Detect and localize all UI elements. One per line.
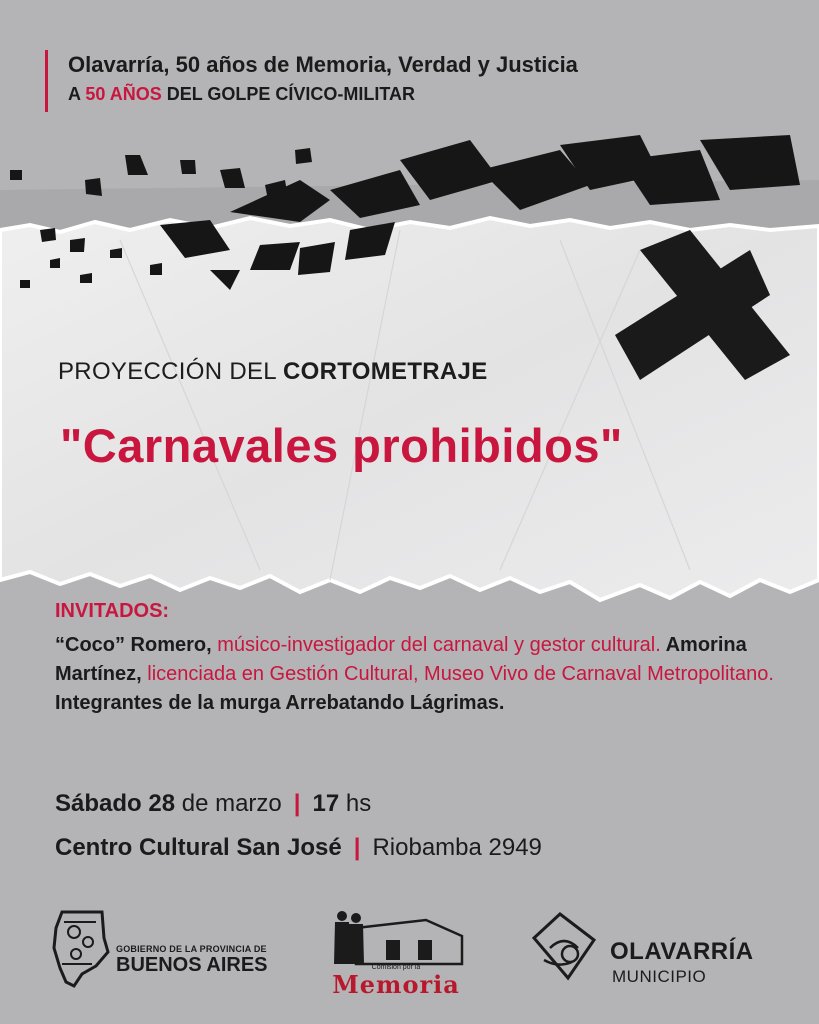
- event-day: Sábado 28: [55, 790, 176, 817]
- footer-logos: [0, 900, 819, 1010]
- invited-section: [55, 600, 775, 718]
- separator: |: [353, 834, 361, 861]
- olavarria-small-label: MUNICIPIO: [612, 967, 707, 986]
- memoria-big-label: Memoria: [332, 970, 460, 999]
- projection-subtitle: PROYECCIÓN DEL CORTOMETRAJE: [58, 358, 488, 385]
- house-silhouette-icon: [326, 906, 466, 966]
- province-map-icon: [52, 908, 110, 990]
- guest1-name: “Coco” Romero,: [55, 634, 212, 656]
- guest-group: Integrantes de la murga Arrebatando Lágrimas.: [55, 692, 505, 714]
- olavarria-logo: [524, 908, 784, 998]
- event-date-row: Sábado 28 de marzo | 17 hs: [55, 790, 372, 817]
- memoria-logo: [326, 906, 466, 1002]
- ba-big-label: BUENOS AIRES: [116, 954, 268, 976]
- event-time: 17: [312, 790, 340, 817]
- invited-guests: [55, 631, 775, 718]
- guest1-role: músico-investigador del carnaval y gestor cultural.: [211, 634, 661, 656]
- header-block: [45, 50, 578, 112]
- separator: |: [293, 790, 301, 817]
- header-title: Olavarría, 50 años de Memoria, Verdad y Justicia: [68, 52, 578, 77]
- header-subtitle: A 50 AÑOS DEL GOLPE CÍVICO-MILITAR: [68, 84, 416, 104]
- header-highlight: 50 AÑOS: [85, 84, 162, 104]
- guest2-name: Amorina Martínez,: [55, 634, 747, 685]
- olavarria-emblem-icon: [524, 908, 602, 986]
- ba-small-label: GOBIERNO DE LA PROVINCIA DE: [116, 944, 267, 954]
- film-title: "Carnavales prohibidos": [60, 419, 623, 472]
- guest2-role: licenciada en Gestión Cultural, Museo Vivo de Carnaval Metropolitano.: [141, 663, 774, 685]
- event-venue-row: [55, 826, 542, 870]
- event-address: Riobamba 2949: [372, 834, 542, 861]
- memoria-small-label: Comisión por la: [371, 964, 421, 971]
- invited-label: INVITADOS:: [55, 600, 170, 622]
- event-details: [55, 782, 542, 870]
- event-venue: Centro Cultural San José: [55, 834, 342, 861]
- buenos-aires-logo: [52, 908, 282, 998]
- olavarria-big-label: OLAVARRÍA: [610, 938, 754, 965]
